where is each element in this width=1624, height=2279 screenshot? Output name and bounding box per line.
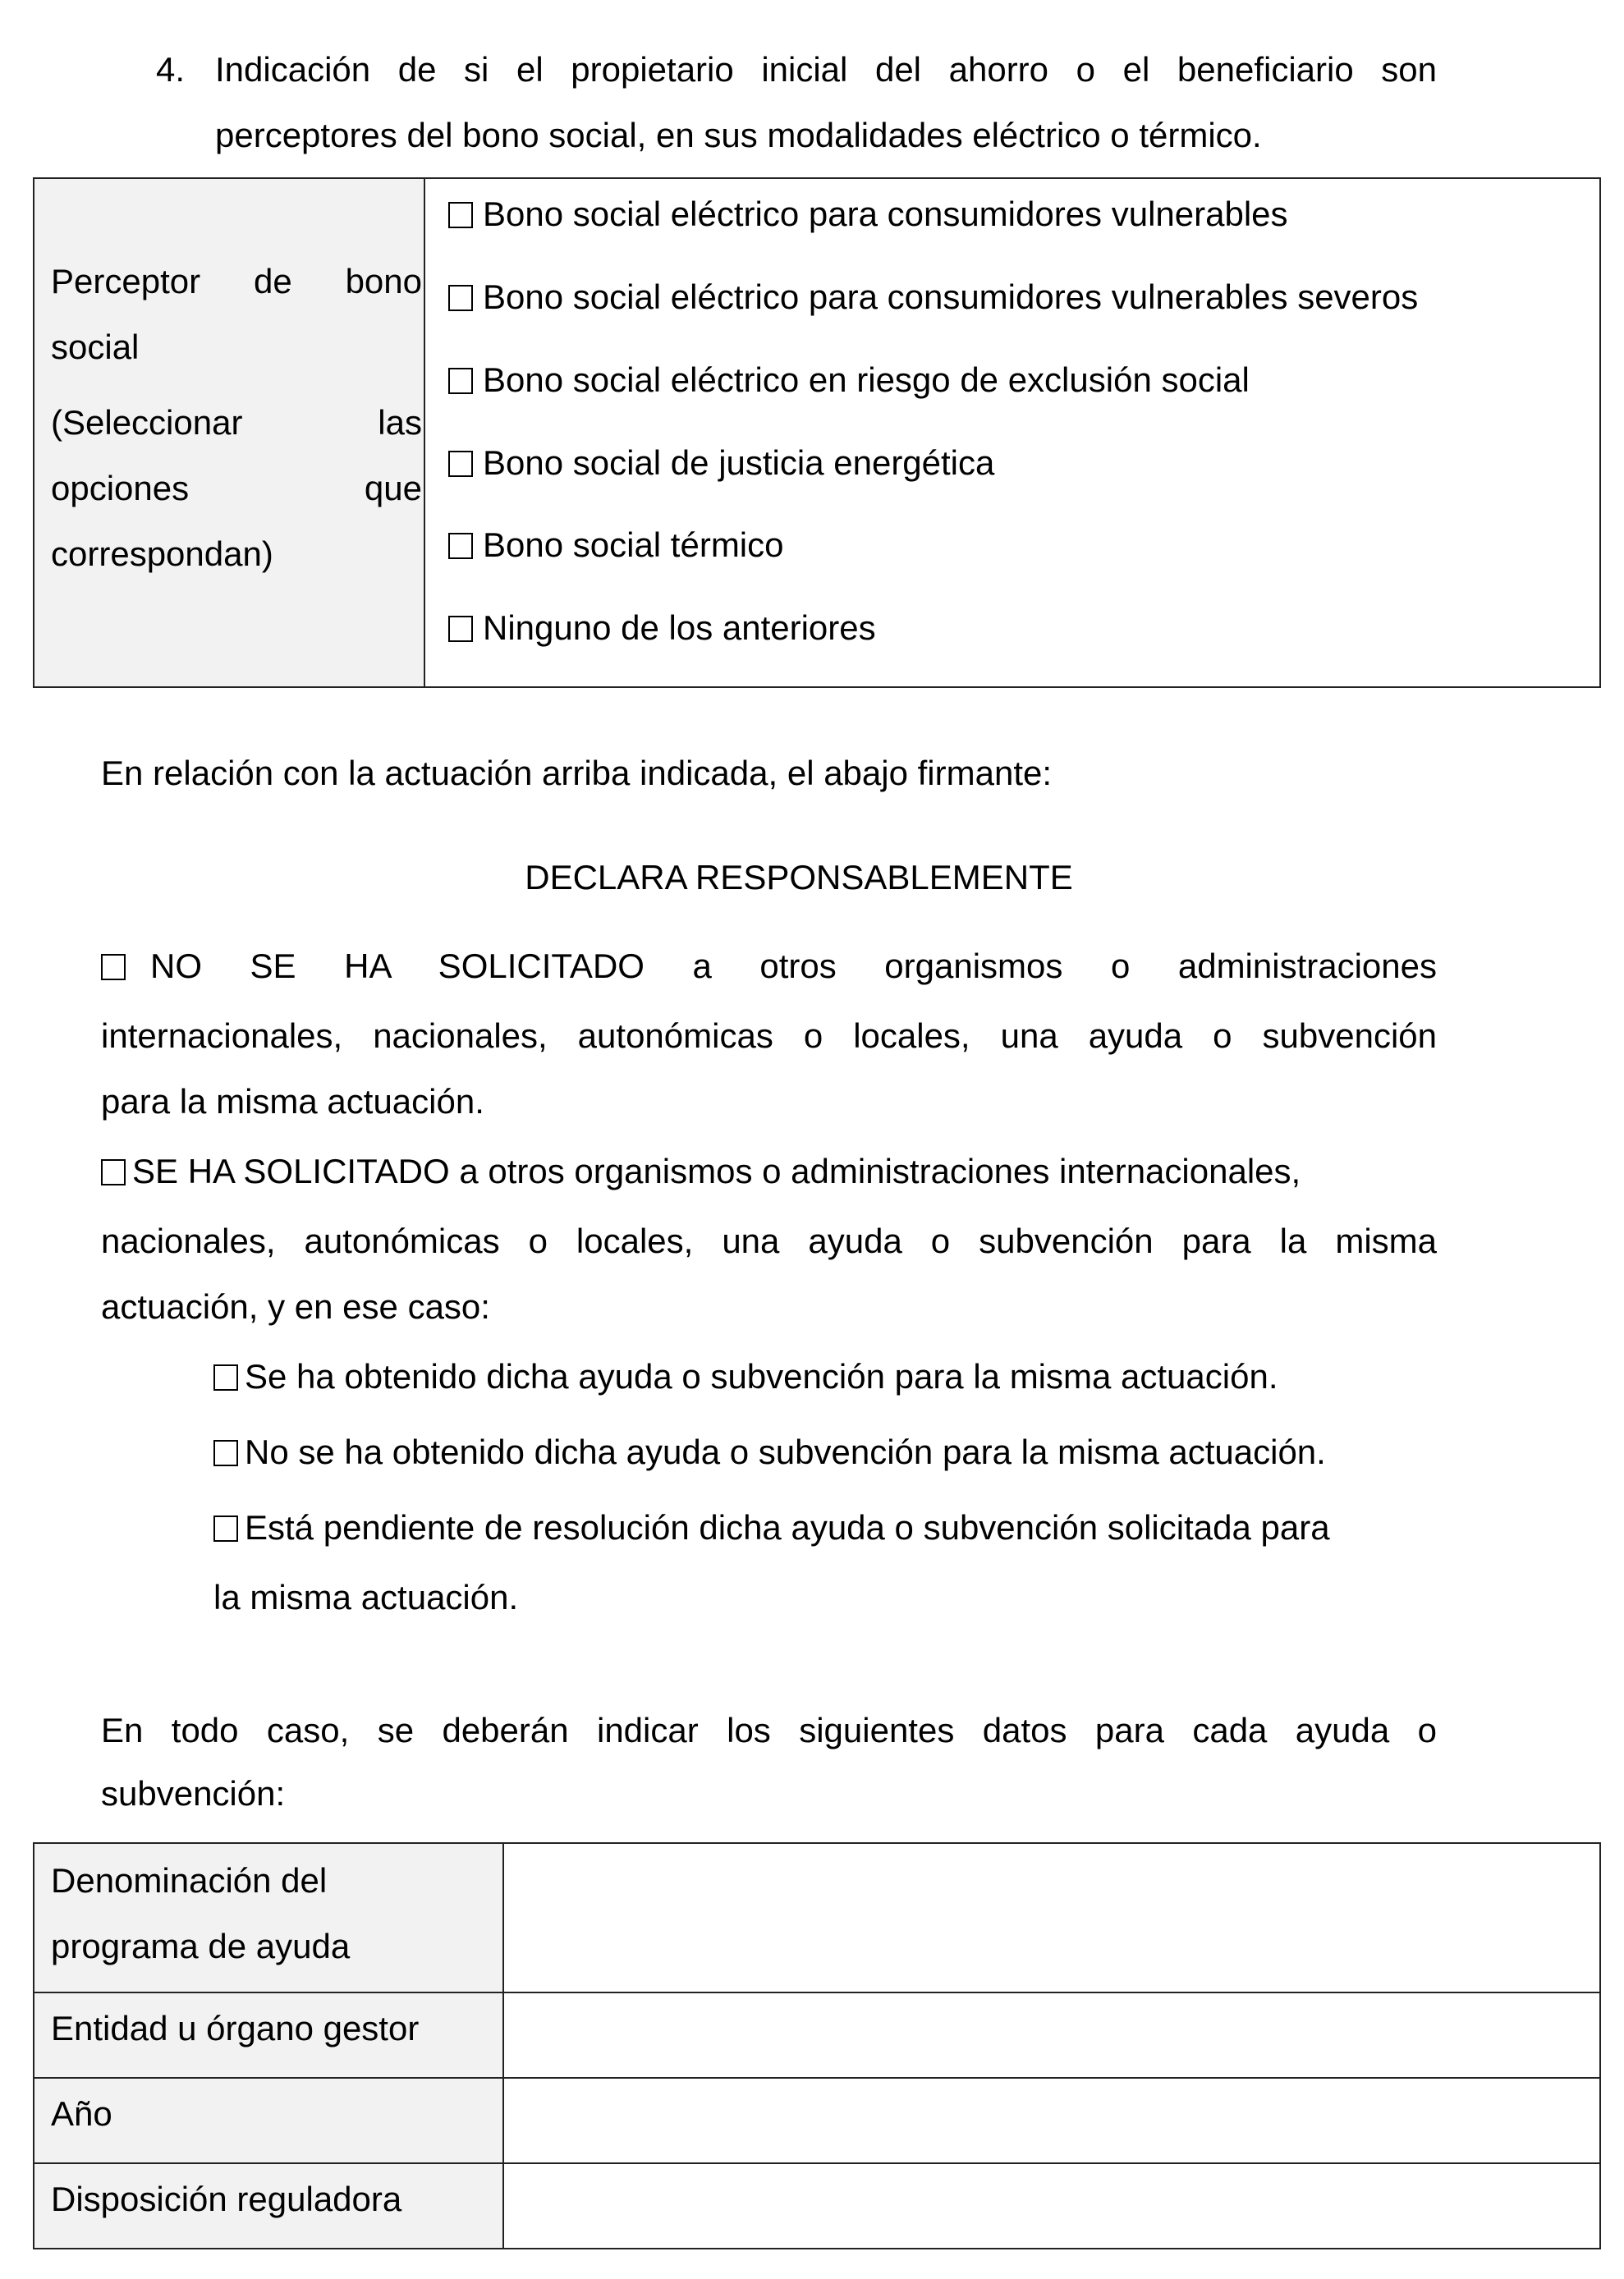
row-label: Denominación del xyxy=(51,1861,328,1900)
table-row xyxy=(34,2078,1600,2163)
no-solicitado-line-2: internacionales, nacionales, autonómicas o locales, una ayuda o subvención xyxy=(101,1016,1437,1055)
table-row xyxy=(34,1992,1600,2078)
bono-label-line: (Seleccionar las xyxy=(51,403,422,442)
checkbox[interactable] xyxy=(448,533,473,559)
row-label-cell xyxy=(34,2078,503,2163)
si-solicitado-line-3: actuación, y en ese caso: xyxy=(101,1287,490,1326)
bono-option-vulnerables[interactable] xyxy=(448,194,1288,235)
checkbox[interactable] xyxy=(213,1364,238,1391)
sub-option-no-obtenido[interactable] xyxy=(213,1432,1326,1473)
bono-social-table xyxy=(33,177,1601,688)
bono-label-line: opciones que xyxy=(51,469,422,507)
no-solicitado-line-1: NO SE HA SOLICITADO a otros organismos o administraciones xyxy=(150,947,1437,985)
option-label: Bono social térmico xyxy=(483,525,784,564)
datos-ayuda-table xyxy=(33,1842,1601,2249)
table-row xyxy=(34,1843,1600,1992)
checkbox[interactable] xyxy=(213,1516,238,1542)
bono-social-options-cell xyxy=(424,178,1600,687)
table-row xyxy=(34,2163,1600,2249)
datos-intro-line-1: En todo caso, se deberán indicar los siguientes datos para cada ayuda o xyxy=(101,1711,1437,1749)
anio-input-cell[interactable] xyxy=(503,2078,1600,2163)
bono-social-label-cell xyxy=(34,178,424,687)
option-label: Bono social de justicia energética xyxy=(483,443,995,482)
entidad-input-cell[interactable] xyxy=(503,1992,1600,2078)
row-label: Disposición reguladora xyxy=(51,2180,402,2218)
checkbox[interactable] xyxy=(448,202,473,228)
sub-option-label: Está pendiente de resolución dicha ayuda o subvención solicitada para xyxy=(245,1508,1330,1547)
checkbox[interactable] xyxy=(448,285,473,311)
option-label: Bono social eléctrico para consumidores vulnerables xyxy=(483,195,1288,233)
checkbox[interactable] xyxy=(448,616,473,642)
row-label-cell xyxy=(34,1843,503,1992)
row-label: programa de ayuda xyxy=(51,1927,351,1965)
sub-option-label: No se ha obtenido dicha ayuda o subvención para la misma actuación. xyxy=(245,1433,1326,1471)
si-solicitado-option[interactable] xyxy=(101,1151,1301,1192)
si-solicitado-line-2: nacionales, autonómicas o locales, una ayuda o subvención para la misma xyxy=(101,1222,1437,1260)
sub-option-label: Se ha obtenido dicha ayuda o subvención para la misma actuación. xyxy=(245,1357,1278,1396)
bono-label-line: correspondan) xyxy=(51,534,273,573)
intro-text: En relación con la actuación arriba indicada, el abajo firmante: xyxy=(101,754,1053,792)
section-number: 4. xyxy=(156,50,186,89)
bono-option-riesgo-exclusion[interactable] xyxy=(448,360,1250,401)
bono-label-line: social xyxy=(51,328,140,366)
row-label: Año xyxy=(51,2094,112,2133)
checkbox[interactable] xyxy=(448,368,473,394)
checkbox[interactable] xyxy=(213,1440,238,1466)
no-solicitado-option[interactable] xyxy=(101,946,1437,987)
datos-intro-line-2: subvención: xyxy=(101,1774,286,1813)
row-label-cell xyxy=(34,1992,503,2078)
checkbox[interactable] xyxy=(101,954,126,980)
disposicion-input-cell[interactable] xyxy=(503,2163,1600,2249)
denominacion-input-cell[interactable] xyxy=(503,1843,1600,1992)
row-label: Entidad u órgano gestor xyxy=(51,2009,420,2047)
bono-option-justicia-energetica[interactable] xyxy=(448,443,994,484)
checkbox[interactable] xyxy=(448,451,473,477)
sub-option-pendiente[interactable] xyxy=(213,1507,1330,1548)
section-4-line-2: perceptores del bono social, en sus modalidades eléctrico o térmico. xyxy=(215,116,1262,154)
row-label-cell xyxy=(34,2163,503,2249)
bono-option-ninguno[interactable] xyxy=(448,608,876,649)
sub-option-obtenido[interactable] xyxy=(213,1356,1278,1397)
option-label: Bono social eléctrico para consumidores vulnerables severos xyxy=(483,277,1419,316)
sub-option-pendiente-line-2: la misma actuación. xyxy=(213,1578,519,1616)
section-4-line-1: Indicación de si el propietario inicial del ahorro o el beneficiario son xyxy=(215,50,1437,89)
declara-heading: DECLARA RESPONSABLEMENTE xyxy=(525,858,1073,896)
bono-option-termico[interactable] xyxy=(448,525,784,566)
option-label: Ninguno de los anteriores xyxy=(483,608,876,647)
no-solicitado-line-3: para la misma actuación. xyxy=(101,1082,484,1121)
si-solicitado-line-1: SE HA SOLICITADO a otros organismos o administraciones internacionales, xyxy=(132,1152,1301,1190)
bono-option-vulnerables-severos[interactable] xyxy=(448,277,1418,318)
option-label: Bono social eléctrico en riesgo de exclusión social xyxy=(483,360,1250,399)
checkbox[interactable] xyxy=(101,1159,126,1185)
bono-label-line: Perceptor de bono xyxy=(51,262,422,300)
